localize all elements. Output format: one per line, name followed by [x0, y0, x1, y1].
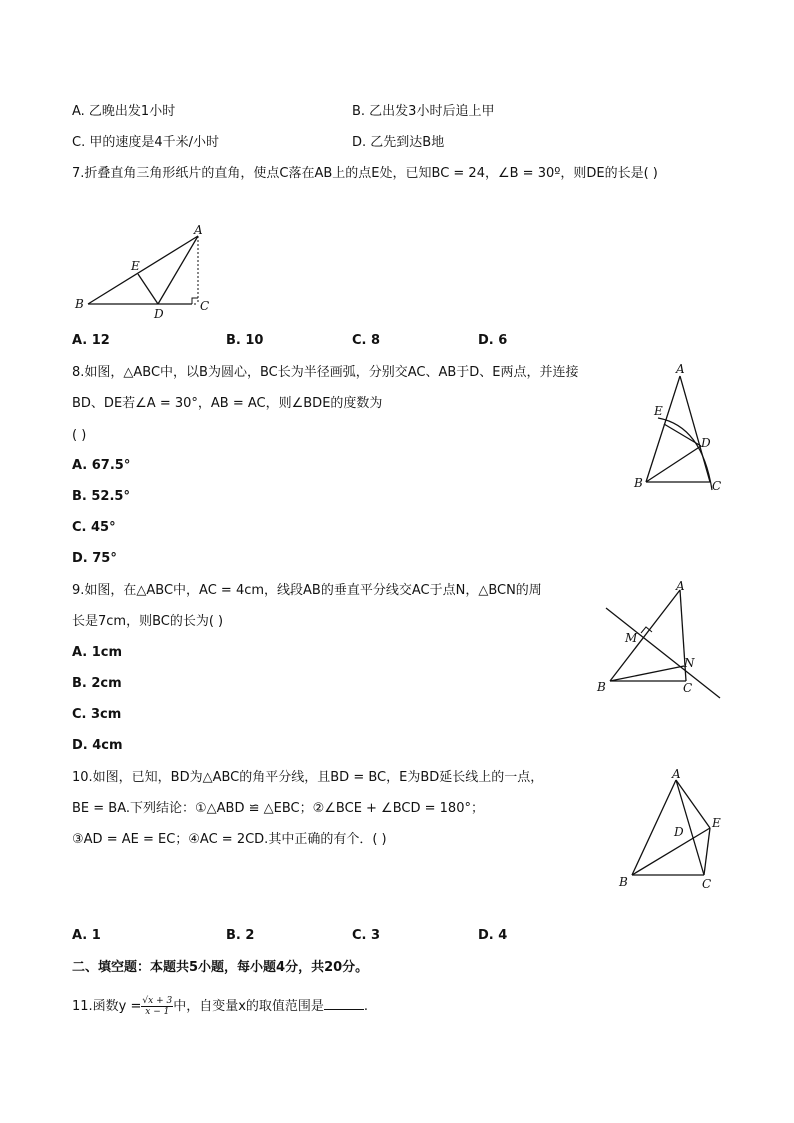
- q10-option-c: C. 3: [352, 928, 381, 943]
- q11-fraction: [141, 996, 173, 1017]
- q10-option-d: D. 4: [478, 928, 508, 943]
- q6-option-d: D. 乙先到达B地: [352, 135, 445, 150]
- q9-option-c: C. 3cm: [72, 707, 122, 722]
- q8-label-a: A: [676, 362, 685, 376]
- q8-option-b: B. 52.5°: [72, 489, 130, 504]
- q11-end: .: [363, 999, 369, 1014]
- q8-label-b: B: [634, 476, 643, 490]
- q8-option-d: D. 75°: [72, 551, 117, 566]
- q9-stem-line1: 9.如图，在△ABC中，AC = 4cm，线段AB的垂直平分线交AC于点N，△BCN的周: [72, 583, 542, 598]
- q9-label-a: A: [676, 579, 685, 593]
- q8-paren: ( ): [72, 428, 87, 443]
- q8-label-d: D: [701, 436, 711, 450]
- q11-prefix: 11.函数y =: [72, 999, 142, 1014]
- q9-stem-line2: 长是7cm，则BC的长为( ): [72, 614, 224, 629]
- q9-option-d: D. 4cm: [72, 738, 123, 753]
- q7-option-c: C. 8: [352, 333, 381, 348]
- q10-label-c: C: [702, 877, 712, 891]
- q8-option-a: A. 67.5°: [72, 458, 131, 473]
- q10-label-a: A: [672, 767, 681, 781]
- q6-option-c: C. 甲的速度是4千米/小时: [72, 135, 219, 150]
- q10-figure: [612, 764, 732, 894]
- q7-stem: 7.折叠直角三角形纸片的直角，使点C落在AB上的点E处，已知BC = 24，∠B = 30º，则DE的长是( ): [72, 166, 658, 181]
- q7-label-e: E: [131, 259, 140, 273]
- q9-label-n: N: [684, 656, 695, 670]
- q8-option-c: C. 45°: [72, 520, 116, 535]
- q10-label-b: B: [619, 875, 628, 889]
- q7-label-b: B: [75, 297, 84, 311]
- q10-stem-line1: 10.如图，已知，BD为△ABC的角平分线，且BD = BC，E为BD延长线上的一点，: [72, 770, 544, 785]
- q9-label-b: B: [597, 680, 606, 694]
- q8-stem-line1: 8.如图，△ABC中，以B为圆心，BC长为半径画弧，分别交AC、AB于D、E两点，并连接: [72, 365, 579, 380]
- q7-option-b: B. 10: [226, 333, 264, 348]
- q10-option-b: B. 2: [226, 928, 255, 943]
- q7-option-d: D. 6: [478, 333, 508, 348]
- q9-label-c: C: [683, 681, 693, 695]
- q11-suffix: 中，自变量x的取值范围是: [173, 999, 324, 1014]
- q6-option-a: A. 乙晚出发1小时: [72, 104, 176, 119]
- q7-option-a: A. 12: [72, 333, 110, 348]
- q11-answer-blank[interactable]: [324, 997, 364, 1010]
- q10-option-a: A. 1: [72, 928, 101, 943]
- q9-label-m: M: [625, 631, 638, 645]
- q9-figure: [592, 578, 728, 700]
- q8-stem-line2: BD、DE若∠A = 30°，AB = AC，则∠BDE的度数为: [72, 396, 383, 411]
- q8-label-c: C: [712, 479, 722, 493]
- q7-label-d: D: [154, 307, 164, 321]
- q10-stem-line3: ③AD = AE = EC；④AC = 2CD.其中正确的有个．( ): [72, 832, 387, 847]
- q7-label-c: C: [200, 299, 210, 313]
- q6-option-b: B. 乙出发3小时后追上甲: [352, 104, 495, 119]
- q10-stem-line2: BE = BA.下列结论：①△ABD ≌ △EBC；②∠BCE + ∠BCD = 180°；: [72, 801, 484, 816]
- q7-label-a: A: [194, 223, 203, 237]
- q9-option-b: B. 2cm: [72, 676, 122, 691]
- q11-stem: [72, 996, 368, 1018]
- section-2-heading: 二、填空题：本题共5小题，每小题4分，共20分。: [72, 960, 369, 975]
- q8-figure: [626, 360, 736, 500]
- q9-option-a: A. 1cm: [72, 645, 123, 660]
- q10-label-d: D: [674, 825, 684, 839]
- q10-label-e: E: [712, 816, 721, 830]
- q11-numerator: √x + 3: [142, 996, 173, 1006]
- q11-denominator: x − 1: [145, 1007, 170, 1017]
- q7-figure: [70, 222, 230, 322]
- q8-label-e: E: [654, 404, 663, 418]
